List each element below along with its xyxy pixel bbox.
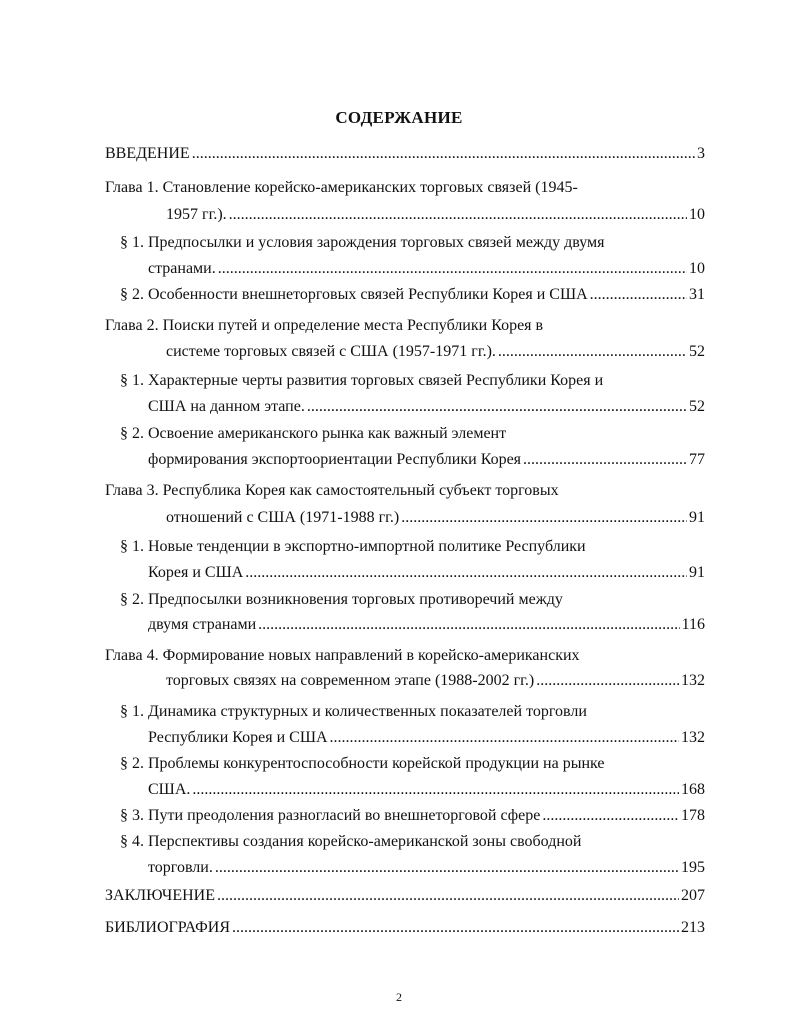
toc-entry-chapter-1[interactable] xyxy=(105,178,578,198)
toc-entry-chapter-2-cont[interactable] xyxy=(166,342,705,362)
toc-entry-chapter-1-cont[interactable] xyxy=(166,205,705,225)
toc-entry-page: 132 xyxy=(681,729,705,746)
toc-entry-page: 52 xyxy=(689,343,705,360)
toc-entry-text: § 1. Предпосылки и условия зарождения торговых связей между двумя xyxy=(120,234,605,251)
toc-entry-text: 1957 гг.). xyxy=(166,206,227,223)
toc-entry-text: ВВЕДЕНИЕ xyxy=(105,145,190,162)
toc-entry-text: США на данном этапе. xyxy=(148,398,305,415)
toc-entry-page: 10 xyxy=(689,260,705,277)
toc-leader-dots xyxy=(258,615,679,635)
toc-leader-dots xyxy=(192,780,679,800)
toc-entry-page: 31 xyxy=(689,286,705,303)
toc-entry-text: двумя странами xyxy=(148,616,257,633)
toc-leader-dots xyxy=(307,397,687,417)
toc-entry-text: § 1. Новые тенденции в экспортно-импортной политике Республики xyxy=(120,538,586,555)
toc-leader-dots xyxy=(498,342,687,362)
toc-entry-text: § 3. Пути преодоления разногласий во внешнеторговой сфере xyxy=(120,807,541,824)
toc-leader-dots xyxy=(215,858,679,878)
toc-leader-dots xyxy=(536,671,679,691)
toc-entry-text: Республики Корея и США xyxy=(148,729,328,746)
toc-entry-page: 52 xyxy=(689,398,705,415)
toc-entry-introduction[interactable] xyxy=(105,144,705,164)
toc-entry-text: § 2. Особенности внешнеторговых связей Республики Корея и США xyxy=(120,286,588,303)
toc-leader-dots xyxy=(245,563,687,583)
toc-entry-page: 10 xyxy=(689,206,705,223)
toc-entry-section-1-2[interactable] xyxy=(120,285,705,305)
toc-entry-text: торговых связях на современном этапе (1988-2002 гг.) xyxy=(166,672,535,689)
toc-entry-section-2-2[interactable] xyxy=(120,424,506,444)
toc-leader-dots xyxy=(542,806,679,826)
toc-entry-section-4-4[interactable] xyxy=(120,832,581,852)
toc-entry-page: 132 xyxy=(681,672,705,689)
toc-entry-text: § 2. Проблемы конкурентоспособности корейской продукции на рынке xyxy=(120,755,605,772)
toc-entry-chapter-2[interactable] xyxy=(105,316,543,336)
toc-entry-chapter-4[interactable] xyxy=(105,646,580,666)
toc-entry-section-2-1-cont[interactable] xyxy=(148,397,705,417)
toc-entry-text: системе торговых связей с США (1957-1971 гг.). xyxy=(166,343,496,360)
toc-entry-chapter-4-cont[interactable] xyxy=(166,671,705,691)
toc-entry-text: § 1. Характерные черты развития торговых связей Республики Корея и xyxy=(120,372,604,389)
toc-entry-text: торговли. xyxy=(148,859,213,876)
toc-entry-page: 91 xyxy=(689,564,705,581)
toc-entry-section-4-2[interactable] xyxy=(120,754,605,774)
toc-entry-page: 207 xyxy=(681,887,705,904)
toc-entry-bibliography[interactable] xyxy=(105,918,705,938)
toc-title: СОДЕРЖАНИЕ xyxy=(335,108,463,127)
toc-leader-dots xyxy=(330,728,679,748)
toc-entry-text: § 2. Освоение американского рынка как важный элемент xyxy=(120,425,507,442)
toc-entry-text: Глава 1. Становление корейско-американских торговых связей (1945- xyxy=(105,179,578,196)
toc-entry-section-3-1-cont[interactable] xyxy=(148,563,705,583)
toc-entry-section-3-1[interactable] xyxy=(120,537,586,557)
toc-leader-dots xyxy=(401,508,687,528)
toc-entry-page: 213 xyxy=(681,919,705,936)
toc-entry-section-4-1[interactable] xyxy=(120,702,587,722)
toc-entry-section-3-2-cont[interactable] xyxy=(148,615,705,635)
toc-leader-dots xyxy=(590,285,687,305)
toc-entry-section-1-1[interactable] xyxy=(120,233,605,253)
toc-entry-text: Корея и США xyxy=(148,564,244,581)
toc-entry-section-4-3[interactable] xyxy=(120,806,705,826)
toc-entry-text: Глава 3. Республика Корея как самостоятельный субъект торговых xyxy=(105,482,559,499)
toc-entry-section-2-2-cont[interactable] xyxy=(148,450,705,470)
toc-entry-text: ЗАКЛЮЧЕНИЕ xyxy=(105,887,215,904)
toc-entry-page: 178 xyxy=(681,807,705,824)
toc-entry-page: 91 xyxy=(689,509,705,526)
toc-leader-dots xyxy=(192,144,695,164)
toc-leader-dots xyxy=(218,259,687,279)
toc-entry-page: 168 xyxy=(681,781,705,798)
toc-entry-text: странами. xyxy=(148,260,216,277)
toc-entry-page: 77 xyxy=(689,451,705,468)
toc-entry-section-4-1-cont[interactable] xyxy=(148,728,705,748)
toc-entry-section-4-4-cont[interactable] xyxy=(148,858,705,878)
toc-entry-page: 3 xyxy=(697,145,705,162)
toc-entry-text: БИБЛИОГРАФИЯ xyxy=(105,919,231,936)
toc-entry-page: 195 xyxy=(681,859,705,876)
toc-entry-text: отношений с США (1971-1988 гг.) xyxy=(166,509,400,526)
toc-entry-page: 116 xyxy=(681,616,705,633)
toc-entry-section-1-1-cont[interactable] xyxy=(148,259,705,279)
toc-entry-text: США. xyxy=(148,781,191,798)
toc-entry-section-2-1[interactable] xyxy=(120,371,603,391)
toc-entry-text: § 1. Динамика структурных и количественных показателей торговли xyxy=(120,703,587,720)
toc-entry-section-4-2-cont[interactable] xyxy=(148,780,705,800)
toc-entry-text: Глава 4. Формирование новых направлений в корейско-американских xyxy=(105,647,580,664)
toc-leader-dots xyxy=(232,918,679,938)
toc-entry-text: формирования экспортоориентации Республики Корея xyxy=(148,451,522,468)
toc-entry-conclusion[interactable] xyxy=(105,886,705,906)
toc-entry-text: § 4. Перспективы создания корейско-американской зоны свободной xyxy=(120,833,582,850)
toc-leader-dots xyxy=(523,450,687,470)
toc-leader-dots xyxy=(217,886,679,906)
toc-entry-section-3-2[interactable] xyxy=(120,590,563,610)
toc-entry-chapter-3-cont[interactable] xyxy=(166,508,705,528)
page-number: 2 xyxy=(396,990,402,1004)
toc-entry-text: § 2. Предпосылки возникновения торговых противоречий между xyxy=(120,591,563,608)
toc-leader-dots xyxy=(229,205,687,225)
toc-entry-chapter-3[interactable] xyxy=(105,481,559,501)
toc-entry-text: Глава 2. Поиски путей и определение места Республики Корея в xyxy=(105,317,544,334)
